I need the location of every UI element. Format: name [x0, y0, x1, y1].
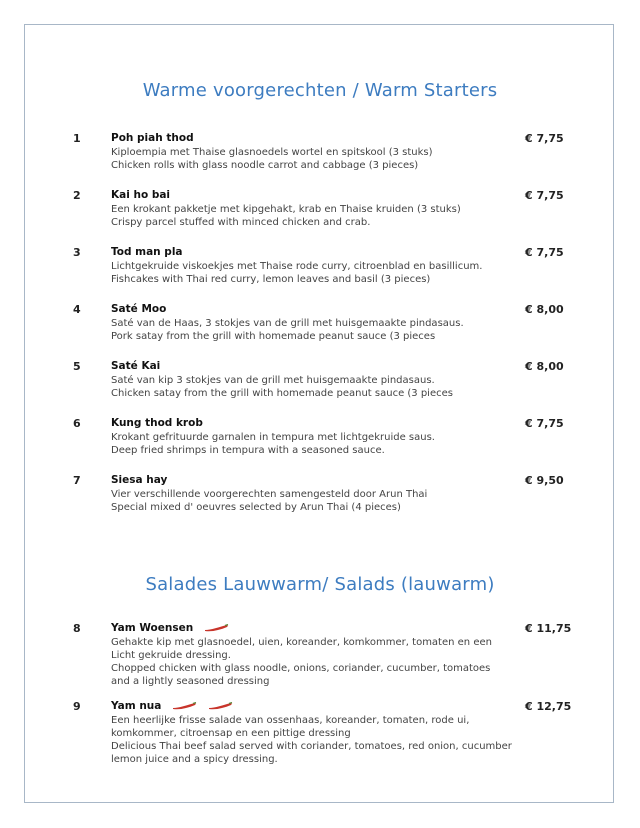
item-name: Yam nua [111, 700, 162, 712]
item-number: 6 [73, 417, 81, 430]
item-number: 8 [73, 622, 81, 635]
item-price: € 7,75 [525, 246, 564, 259]
item-number: 7 [73, 474, 81, 487]
chili-pepper-icon [171, 702, 197, 710]
item-desc-en: lemon juice and a spicy dressing. [111, 754, 278, 765]
item-desc-nl: Gehakte kip met glasnoedel, uien, koreander, komkommer, tomaten en een [111, 637, 492, 648]
chili-pepper-icon [207, 702, 233, 710]
item-price: € 7,75 [525, 189, 564, 202]
item-price: € 12,75 [525, 700, 572, 713]
item-name: Saté Moo [111, 303, 167, 315]
item-number: 2 [73, 189, 81, 202]
item-price: € 8,00 [525, 360, 564, 373]
item-desc-en: Chicken satay from the grill with homemade peanut sauce (3 pieces [111, 388, 453, 399]
item-name: Siesa hay [111, 474, 168, 486]
item-name-row [111, 622, 229, 634]
item-price: € 8,00 [525, 303, 564, 316]
item-desc-nl: Een heerlijke frisse salade van ossenhaas, koreander, tomaten, rode ui, [111, 715, 470, 726]
item-name: Saté Kai [111, 360, 161, 372]
item-name: Yam Woensen [111, 622, 194, 634]
chili-pepper-icon [203, 624, 229, 632]
item-name-row [111, 700, 233, 712]
item-desc-nl: Een krokant pakketje met kipgehakt, krab en Thaise kruiden (3 stuks) [111, 204, 461, 215]
item-number: 3 [73, 246, 81, 259]
item-desc-en: and a lightly seasoned dressing [111, 676, 270, 687]
item-price: € 11,75 [525, 622, 572, 635]
item-number: 1 [73, 132, 81, 145]
item-desc-nl: Vier verschillende voorgerechten samengesteld door Arun Thai [111, 489, 428, 500]
item-desc-nl: Licht gekruide dressing. [111, 650, 231, 661]
item-number: 4 [73, 303, 81, 316]
item-desc-en: Crispy parcel stuffed with minced chicken and crab. [111, 217, 371, 228]
item-desc-nl: Krokant gefrituurde garnalen in tempura met lichtgekruide saus. [111, 432, 435, 443]
item-desc-en: Special mixed d' oeuvres selected by Arun Thai (4 pieces) [111, 502, 401, 513]
section-title-warm-starters: Warme voorgerechten / Warm Starters [142, 80, 498, 101]
item-name: Tod man pla [111, 246, 183, 258]
item-price: € 7,75 [525, 417, 564, 430]
item-desc-en: Deep fried shrimps in tempura with a seasoned sauce. [111, 445, 385, 456]
section-title-salads: Salades Lauwwarm/ Salads (lauwarm) [145, 574, 495, 595]
item-name: Kung thod krob [111, 417, 203, 429]
item-desc-nl: Saté van kip 3 stokjes van de grill met huisgemaakte pindasaus. [111, 375, 435, 386]
item-number: 9 [73, 700, 81, 713]
item-desc-en: Pork satay from the grill with homemade peanut sauce (3 pieces [111, 331, 436, 342]
item-desc-en: Chicken rolls with glass noodle carrot and cabbage (3 pieces) [111, 160, 419, 171]
item-price: € 9,50 [525, 474, 564, 487]
item-desc-nl: Lichtgekruide viskoekjes met Thaise rode curry, citroenblad en basillicum. [111, 261, 483, 272]
item-desc-en: Delicious Thai beef salad served with coriander, tomatoes, red onion, cucumber [111, 741, 512, 752]
item-desc-nl: Kiploempia met Thaise glasnoedels wortel en spitskool (3 stuks) [111, 147, 433, 158]
item-name: Poh piah thod [111, 132, 194, 144]
item-number: 5 [73, 360, 81, 373]
item-name: Kai ho bai [111, 189, 171, 201]
item-desc-nl: Saté van de Haas, 3 stokjes van de grill met huisgemaakte pindasaus. [111, 318, 464, 329]
item-desc-en: Chopped chicken with glass noodle, onions, coriander, cucumber, tomatoes [111, 663, 491, 674]
item-desc-en: Fishcakes with Thai red curry, lemon leaves and basil (3 pieces) [111, 274, 431, 285]
item-desc-nl: komkommer, citroensap en een pittige dressing [111, 728, 351, 739]
item-price: € 7,75 [525, 132, 564, 145]
